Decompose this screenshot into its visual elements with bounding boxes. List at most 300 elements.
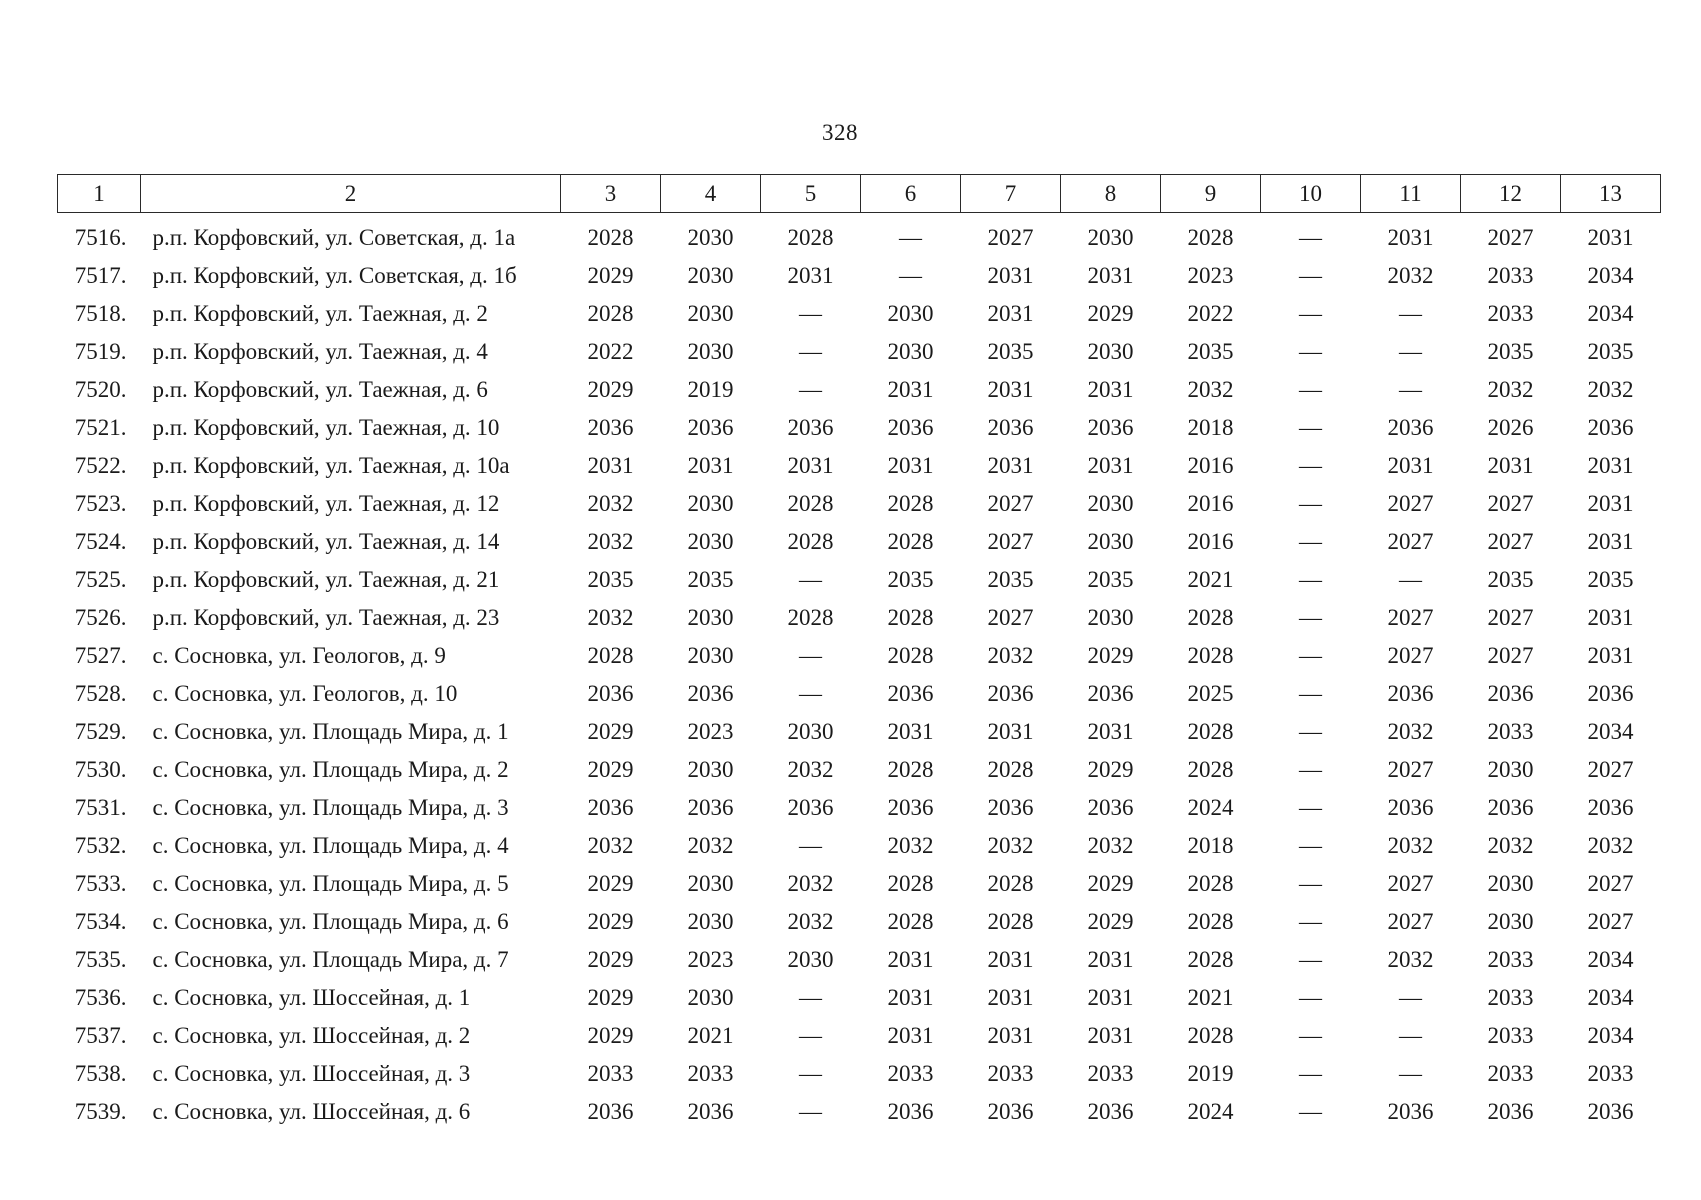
year-cell-col-3: 2029 xyxy=(587,757,634,782)
year-cell-col-9: 2021 xyxy=(1187,985,1234,1010)
year-cell-col-8: 2030 xyxy=(1087,605,1134,630)
year-cell-col-13: 2034 xyxy=(1587,719,1634,744)
year-cell-col-3: 2028 xyxy=(587,643,634,668)
row-number: 7524. xyxy=(74,529,127,554)
table-row xyxy=(58,257,1661,295)
column-header-4: 4 xyxy=(661,175,761,213)
column-header-13: 13 xyxy=(1561,175,1661,213)
row-number: 7535. xyxy=(74,947,127,972)
year-cell-col-7: 2031 xyxy=(987,1023,1034,1048)
year-cell-col-12: 2033 xyxy=(1487,985,1534,1010)
address-cell: с. Сосновка, ул. Площадь Мира, д. 3 xyxy=(152,795,509,820)
year-cell-col-5: — xyxy=(799,339,822,364)
row-number: 7519. xyxy=(74,339,127,364)
year-cell-col-8: 2031 xyxy=(1087,719,1134,744)
row-number: 7521. xyxy=(74,415,127,440)
year-cell-col-9: 2028 xyxy=(1187,1023,1234,1048)
table-row xyxy=(58,561,1661,599)
year-cell-col-10: — xyxy=(1299,871,1322,896)
year-cell-col-12: 2030 xyxy=(1487,871,1534,896)
row-number: 7528. xyxy=(74,681,127,706)
year-cell-col-9: 2023 xyxy=(1187,263,1234,288)
table-row xyxy=(58,903,1661,941)
year-cell-col-13: 2035 xyxy=(1587,567,1634,592)
year-cell-col-13: 2031 xyxy=(1587,643,1634,668)
year-cell-col-12: 2036 xyxy=(1487,1099,1534,1124)
table-row xyxy=(58,827,1661,865)
year-cell-col-4: 2030 xyxy=(687,909,734,934)
year-cell-col-10: — xyxy=(1299,529,1322,554)
year-cell-col-8: 2029 xyxy=(1087,301,1134,326)
column-header-11: 11 xyxy=(1361,175,1461,213)
row-number: 7516. xyxy=(74,225,127,250)
year-cell-col-4: 2030 xyxy=(687,225,734,250)
year-cell-col-5: 2032 xyxy=(787,871,834,896)
table-row xyxy=(58,713,1661,751)
year-cell-col-11: 2036 xyxy=(1387,1099,1434,1124)
year-cell-col-5: 2031 xyxy=(787,263,834,288)
year-cell-col-4: 2032 xyxy=(687,833,734,858)
year-cell-col-8: 2035 xyxy=(1087,567,1134,592)
year-cell-col-11: — xyxy=(1399,1023,1422,1048)
address-cell: с. Сосновка, ул. Шоссейная, д. 1 xyxy=(152,985,471,1010)
column-header-10: 10 xyxy=(1261,175,1361,213)
year-cell-col-12: 2027 xyxy=(1487,605,1534,630)
year-cell-col-7: 2028 xyxy=(987,871,1034,896)
year-cell-col-4: 2035 xyxy=(687,567,734,592)
year-cell-col-9: 2028 xyxy=(1187,757,1234,782)
row-number: 7537. xyxy=(74,1023,127,1048)
year-cell-col-6: 2033 xyxy=(887,1061,934,1086)
year-cell-col-8: 2033 xyxy=(1087,1061,1134,1086)
address-cell: р.п. Корфовский, ул. Таежная, д. 23 xyxy=(152,605,500,630)
row-number: 7532. xyxy=(74,833,127,858)
year-cell-col-6: 2028 xyxy=(887,529,934,554)
table-row xyxy=(58,485,1661,523)
year-cell-col-4: 2030 xyxy=(687,301,734,326)
column-header-1: 1 xyxy=(58,175,141,213)
page-number: 328 xyxy=(822,120,858,145)
year-cell-col-6: 2028 xyxy=(887,491,934,516)
column-header-8: 8 xyxy=(1061,175,1161,213)
year-cell-col-13: 2032 xyxy=(1587,377,1634,402)
address-cell: с. Сосновка, ул. Площадь Мира, д. 6 xyxy=(152,909,509,934)
year-cell-col-8: 2030 xyxy=(1087,529,1134,554)
year-cell-col-8: 2029 xyxy=(1087,909,1134,934)
year-cell-col-11: — xyxy=(1399,1061,1422,1086)
year-cell-col-12: 2033 xyxy=(1487,301,1534,326)
year-cell-col-9: 2018 xyxy=(1187,833,1234,858)
year-cell-col-8: 2029 xyxy=(1087,871,1134,896)
address-cell: с. Сосновка, ул. Геологов, д. 10 xyxy=(152,681,458,706)
year-cell-col-9: 2035 xyxy=(1187,339,1234,364)
year-cell-col-7: 2027 xyxy=(987,491,1034,516)
year-cell-col-10: — xyxy=(1299,491,1322,516)
year-cell-col-11: 2032 xyxy=(1387,833,1434,858)
year-cell-col-11: — xyxy=(1399,567,1422,592)
year-cell-col-10: — xyxy=(1299,1099,1322,1124)
year-cell-col-9: 2028 xyxy=(1187,605,1234,630)
year-cell-col-12: 2027 xyxy=(1487,491,1534,516)
year-cell-col-8: 2029 xyxy=(1087,757,1134,782)
year-cell-col-7: 2032 xyxy=(987,833,1034,858)
address-cell: р.п. Корфовский, ул. Таежная, д. 10а xyxy=(152,453,510,478)
year-cell-col-3: 2036 xyxy=(587,681,634,706)
year-cell-col-7: 2035 xyxy=(987,567,1034,592)
year-cell-col-4: 2036 xyxy=(687,415,734,440)
table-row xyxy=(58,447,1661,485)
row-number: 7538. xyxy=(74,1061,127,1086)
column-header-6: 6 xyxy=(861,175,961,213)
year-cell-col-6: 2030 xyxy=(887,301,934,326)
address-cell: р.п. Корфовский, ул. Советская, д. 1а xyxy=(152,225,516,250)
year-cell-col-11: 2031 xyxy=(1387,225,1434,250)
year-cell-col-11: — xyxy=(1399,301,1422,326)
address-cell: с. Сосновка, ул. Площадь Мира, д. 1 xyxy=(152,719,509,744)
column-header-5: 5 xyxy=(761,175,861,213)
year-cell-col-9: 2032 xyxy=(1187,377,1234,402)
year-cell-col-13: 2036 xyxy=(1587,795,1634,820)
address-cell: с. Сосновка, ул. Шоссейная, д. 6 xyxy=(152,1099,471,1124)
year-cell-col-5: — xyxy=(799,1023,822,1048)
year-cell-col-10: — xyxy=(1299,757,1322,782)
year-cell-col-12: 2033 xyxy=(1487,719,1534,744)
table-row xyxy=(58,675,1661,713)
year-cell-col-5: 2036 xyxy=(787,795,834,820)
year-cell-col-7: 2027 xyxy=(987,605,1034,630)
year-cell-col-11: 2027 xyxy=(1387,871,1434,896)
year-cell-col-12: 2033 xyxy=(1487,263,1534,288)
year-cell-col-7: 2031 xyxy=(987,453,1034,478)
year-cell-col-13: 2035 xyxy=(1587,339,1634,364)
year-cell-col-5: 2030 xyxy=(787,719,834,744)
year-cell-col-4: 2030 xyxy=(687,339,734,364)
table-row xyxy=(58,789,1661,827)
year-cell-col-9: 2028 xyxy=(1187,719,1234,744)
table-row xyxy=(58,213,1661,258)
year-cell-col-4: 2036 xyxy=(687,795,734,820)
year-cell-col-11: 2032 xyxy=(1387,719,1434,744)
address-cell: с. Сосновка, ул. Площадь Мира, д. 2 xyxy=(152,757,509,782)
year-cell-col-11: 2027 xyxy=(1387,491,1434,516)
year-cell-col-3: 2031 xyxy=(587,453,634,478)
year-cell-col-12: 2035 xyxy=(1487,567,1534,592)
year-cell-col-3: 2032 xyxy=(587,605,634,630)
year-cell-col-4: 2023 xyxy=(687,947,734,972)
year-cell-col-10: — xyxy=(1299,833,1322,858)
year-cell-col-3: 2032 xyxy=(587,491,634,516)
year-cell-col-12: 2033 xyxy=(1487,1023,1534,1048)
year-cell-col-11: 2036 xyxy=(1387,415,1434,440)
year-cell-col-3: 2029 xyxy=(587,909,634,934)
year-cell-col-8: 2032 xyxy=(1087,833,1134,858)
year-cell-col-10: — xyxy=(1299,643,1322,668)
year-cell-col-3: 2029 xyxy=(587,263,634,288)
year-cell-col-11: 2027 xyxy=(1387,757,1434,782)
year-cell-col-8: 2036 xyxy=(1087,1099,1134,1124)
registry-table xyxy=(57,174,1661,1131)
year-cell-col-5: 2031 xyxy=(787,453,834,478)
table-row xyxy=(58,637,1661,675)
year-cell-col-11: 2032 xyxy=(1387,947,1434,972)
row-number: 7539. xyxy=(74,1099,127,1124)
address-cell: р.п. Корфовский, ул. Советская, д. 1б xyxy=(152,263,517,288)
table-row xyxy=(58,333,1661,371)
table-row xyxy=(58,1055,1661,1093)
year-cell-col-11: 2032 xyxy=(1387,263,1434,288)
table-row xyxy=(58,1017,1661,1055)
year-cell-col-4: 2030 xyxy=(687,529,734,554)
year-cell-col-6: 2028 xyxy=(887,871,934,896)
year-cell-col-3: 2029 xyxy=(587,985,634,1010)
year-cell-col-4: 2031 xyxy=(687,453,734,478)
table-header xyxy=(58,175,1661,213)
year-cell-col-8: 2031 xyxy=(1087,377,1134,402)
year-cell-col-5: — xyxy=(799,377,822,402)
year-cell-col-12: 2026 xyxy=(1487,415,1534,440)
year-cell-col-4: 2030 xyxy=(687,491,734,516)
year-cell-col-7: 2033 xyxy=(987,1061,1034,1086)
table-body xyxy=(58,213,1661,1132)
year-cell-col-7: 2028 xyxy=(987,757,1034,782)
row-number: 7534. xyxy=(74,909,127,934)
address-cell: с. Сосновка, ул. Геологов, д. 9 xyxy=(152,643,446,668)
year-cell-col-13: 2031 xyxy=(1587,491,1634,516)
address-cell: с. Сосновка, ул. Площадь Мира, д. 4 xyxy=(152,833,509,858)
year-cell-col-4: 2030 xyxy=(687,263,734,288)
year-cell-col-4: 2036 xyxy=(687,1099,734,1124)
year-cell-col-12: 2027 xyxy=(1487,529,1534,554)
year-cell-col-11: 2027 xyxy=(1387,529,1434,554)
year-cell-col-9: 2028 xyxy=(1187,225,1234,250)
year-cell-col-10: — xyxy=(1299,795,1322,820)
year-cell-col-7: 2035 xyxy=(987,339,1034,364)
year-cell-col-3: 2029 xyxy=(587,377,634,402)
address-cell: р.п. Корфовский, ул. Таежная, д. 4 xyxy=(152,339,488,364)
year-cell-col-8: 2031 xyxy=(1087,1023,1134,1048)
address-cell: с. Сосновка, ул. Площадь Мира, д. 5 xyxy=(152,871,509,896)
table-row xyxy=(58,295,1661,333)
year-cell-col-6: — xyxy=(899,263,922,288)
row-number: 7531. xyxy=(74,795,127,820)
year-cell-col-4: 2030 xyxy=(687,643,734,668)
year-cell-col-12: 2027 xyxy=(1487,225,1534,250)
address-cell: с. Сосновка, ул. Шоссейная, д. 2 xyxy=(152,1023,471,1048)
year-cell-col-4: 2019 xyxy=(687,377,734,402)
year-cell-col-13: 2031 xyxy=(1587,605,1634,630)
year-cell-col-12: 2033 xyxy=(1487,1061,1534,1086)
row-number: 7520. xyxy=(74,377,127,402)
year-cell-col-10: — xyxy=(1299,567,1322,592)
year-cell-col-11: — xyxy=(1399,339,1422,364)
year-cell-col-13: 2033 xyxy=(1587,1061,1634,1086)
row-number: 7527. xyxy=(74,643,127,668)
year-cell-col-5: 2032 xyxy=(787,757,834,782)
year-cell-col-12: 2033 xyxy=(1487,947,1534,972)
year-cell-col-6: 2031 xyxy=(887,377,934,402)
table-row xyxy=(58,523,1661,561)
year-cell-col-9: 2028 xyxy=(1187,871,1234,896)
year-cell-col-5: 2028 xyxy=(787,225,834,250)
year-cell-col-13: 2031 xyxy=(1587,225,1634,250)
year-cell-col-8: 2031 xyxy=(1087,947,1134,972)
column-header-12: 12 xyxy=(1461,175,1561,213)
year-cell-col-12: 2036 xyxy=(1487,795,1534,820)
year-cell-col-10: — xyxy=(1299,681,1322,706)
year-cell-col-11: 2031 xyxy=(1387,453,1434,478)
year-cell-col-6: 2030 xyxy=(887,339,934,364)
year-cell-col-13: 2027 xyxy=(1587,909,1634,934)
address-cell: с. Сосновка, ул. Шоссейная, д. 3 xyxy=(152,1061,471,1086)
row-number: 7523. xyxy=(74,491,127,516)
year-cell-col-10: — xyxy=(1299,1061,1322,1086)
year-cell-col-5: — xyxy=(799,1061,822,1086)
header-row xyxy=(58,175,1661,213)
year-cell-col-3: 2035 xyxy=(587,567,634,592)
row-number: 7518. xyxy=(74,301,127,326)
year-cell-col-13: 2031 xyxy=(1587,453,1634,478)
year-cell-col-6: 2028 xyxy=(887,605,934,630)
year-cell-col-7: 2031 xyxy=(987,301,1034,326)
year-cell-col-11: — xyxy=(1399,985,1422,1010)
table-row xyxy=(58,751,1661,789)
year-cell-col-5: — xyxy=(799,1099,822,1124)
column-header-9: 9 xyxy=(1161,175,1261,213)
year-cell-col-9: 2022 xyxy=(1187,301,1234,326)
year-cell-col-12: 2035 xyxy=(1487,339,1534,364)
year-cell-col-5: — xyxy=(799,985,822,1010)
year-cell-col-13: 2034 xyxy=(1587,263,1634,288)
year-cell-col-4: 2030 xyxy=(687,757,734,782)
year-cell-col-8: 2036 xyxy=(1087,681,1134,706)
year-cell-col-9: 2016 xyxy=(1187,491,1234,516)
year-cell-col-5: 2036 xyxy=(787,415,834,440)
year-cell-col-12: 2036 xyxy=(1487,681,1534,706)
year-cell-col-8: 2030 xyxy=(1087,491,1134,516)
year-cell-col-12: 2027 xyxy=(1487,643,1534,668)
year-cell-col-10: — xyxy=(1299,947,1322,972)
year-cell-col-5: — xyxy=(799,643,822,668)
year-cell-col-4: 2030 xyxy=(687,605,734,630)
year-cell-col-5: 2028 xyxy=(787,491,834,516)
year-cell-col-7: 2031 xyxy=(987,985,1034,1010)
year-cell-col-12: 2032 xyxy=(1487,377,1534,402)
year-cell-col-9: 2024 xyxy=(1187,795,1234,820)
year-cell-col-10: — xyxy=(1299,1023,1322,1048)
year-cell-col-5: — xyxy=(799,833,822,858)
year-cell-col-10: — xyxy=(1299,985,1322,1010)
year-cell-col-10: — xyxy=(1299,605,1322,630)
column-header-7: 7 xyxy=(961,175,1061,213)
year-cell-col-8: 2030 xyxy=(1087,225,1134,250)
year-cell-col-7: 2032 xyxy=(987,643,1034,668)
year-cell-col-6: 2036 xyxy=(887,415,934,440)
table-row xyxy=(58,941,1661,979)
year-cell-col-6: 2031 xyxy=(887,947,934,972)
year-cell-col-6: 2035 xyxy=(887,567,934,592)
year-cell-col-9: 2018 xyxy=(1187,415,1234,440)
year-cell-col-13: 2036 xyxy=(1587,1099,1634,1124)
row-number: 7522. xyxy=(74,453,127,478)
row-number: 7533. xyxy=(74,871,127,896)
year-cell-col-10: — xyxy=(1299,263,1322,288)
address-cell: р.п. Корфовский, ул. Таежная, д. 12 xyxy=(152,491,500,516)
year-cell-col-8: 2036 xyxy=(1087,415,1134,440)
year-cell-col-10: — xyxy=(1299,909,1322,934)
year-cell-col-8: 2030 xyxy=(1087,339,1134,364)
year-cell-col-7: 2031 xyxy=(987,377,1034,402)
year-cell-col-3: 2028 xyxy=(587,301,634,326)
address-cell: р.п. Корфовский, ул. Таежная, д. 6 xyxy=(152,377,488,402)
year-cell-col-12: 2030 xyxy=(1487,909,1534,934)
row-number: 7525. xyxy=(74,567,127,592)
year-cell-col-11: 2036 xyxy=(1387,795,1434,820)
year-cell-col-6: 2032 xyxy=(887,833,934,858)
year-cell-col-11: — xyxy=(1399,377,1422,402)
year-cell-col-3: 2033 xyxy=(587,1061,634,1086)
year-cell-col-7: 2036 xyxy=(987,681,1034,706)
year-cell-col-3: 2029 xyxy=(587,871,634,896)
year-cell-col-11: 2027 xyxy=(1387,643,1434,668)
year-cell-col-4: 2030 xyxy=(687,985,734,1010)
year-cell-col-5: — xyxy=(799,567,822,592)
year-cell-col-10: — xyxy=(1299,415,1322,440)
year-cell-col-9: 2019 xyxy=(1187,1061,1234,1086)
year-cell-col-11: 2036 xyxy=(1387,681,1434,706)
year-cell-col-5: 2028 xyxy=(787,605,834,630)
year-cell-col-7: 2036 xyxy=(987,795,1034,820)
year-cell-col-7: 2031 xyxy=(987,719,1034,744)
address-cell: р.п. Корфовский, ул. Таежная, д. 10 xyxy=(152,415,500,440)
year-cell-col-7: 2031 xyxy=(987,263,1034,288)
year-cell-col-3: 2029 xyxy=(587,1023,634,1048)
year-cell-col-7: 2036 xyxy=(987,1099,1034,1124)
year-cell-col-9: 2016 xyxy=(1187,529,1234,554)
year-cell-col-4: 2021 xyxy=(687,1023,734,1048)
year-cell-col-3: 2029 xyxy=(587,947,634,972)
year-cell-col-6: 2028 xyxy=(887,643,934,668)
year-cell-col-3: 2036 xyxy=(587,415,634,440)
year-cell-col-9: 2025 xyxy=(1187,681,1234,706)
year-cell-col-8: 2036 xyxy=(1087,795,1134,820)
year-cell-col-6: 2031 xyxy=(887,985,934,1010)
year-cell-col-9: 2021 xyxy=(1187,567,1234,592)
year-cell-col-13: 2031 xyxy=(1587,529,1634,554)
year-cell-col-13: 2034 xyxy=(1587,985,1634,1010)
year-cell-col-4: 2030 xyxy=(687,871,734,896)
year-cell-col-11: 2027 xyxy=(1387,605,1434,630)
year-cell-col-8: 2029 xyxy=(1087,643,1134,668)
year-cell-col-3: 2029 xyxy=(587,719,634,744)
year-cell-col-3: 2032 xyxy=(587,529,634,554)
table-row xyxy=(58,1093,1661,1131)
column-header-2: 2 xyxy=(141,175,561,213)
address-cell: р.п. Корфовский, ул. Таежная, д. 21 xyxy=(152,567,500,592)
table-row xyxy=(58,409,1661,447)
year-cell-col-10: — xyxy=(1299,301,1322,326)
year-cell-col-9: 2028 xyxy=(1187,643,1234,668)
year-cell-col-9: 2028 xyxy=(1187,947,1234,972)
row-number: 7529. xyxy=(74,719,127,744)
year-cell-col-7: 2028 xyxy=(987,909,1034,934)
year-cell-col-13: 2034 xyxy=(1587,1023,1634,1048)
year-cell-col-5: — xyxy=(799,681,822,706)
table-row xyxy=(58,865,1661,903)
year-cell-col-13: 2032 xyxy=(1587,833,1634,858)
year-cell-col-10: — xyxy=(1299,339,1322,364)
year-cell-col-4: 2033 xyxy=(687,1061,734,1086)
year-cell-col-7: 2036 xyxy=(987,415,1034,440)
